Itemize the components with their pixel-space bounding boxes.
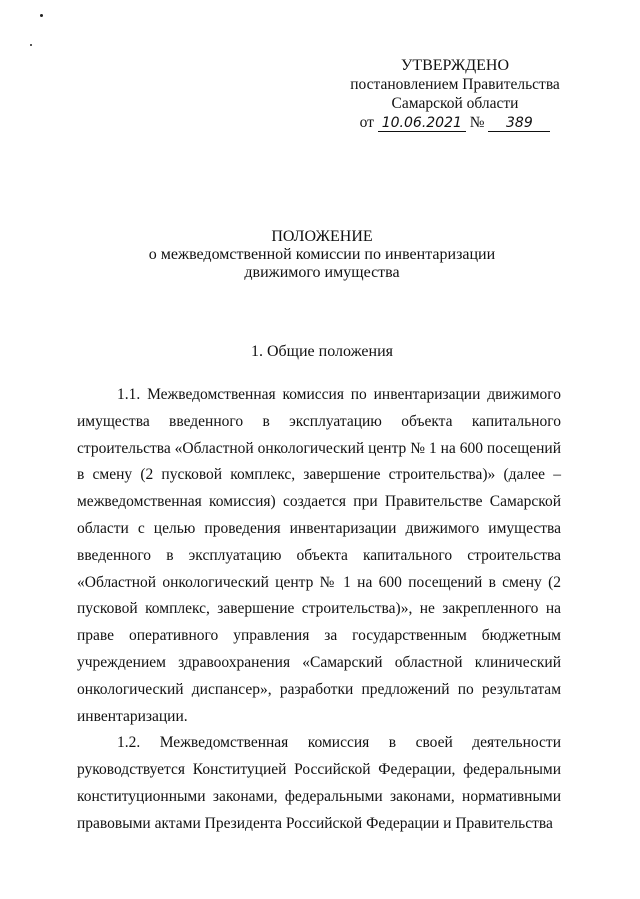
approval-heading: УТВЕРЖДЕНО — [400, 57, 509, 74]
document-subtitle-2: движимого имущества — [244, 264, 400, 281]
approval-number: 389 — [488, 116, 550, 132]
from-label: от — [359, 114, 374, 131]
number-label: № — [469, 114, 485, 131]
approval-date: 10.06.2021 — [378, 116, 466, 132]
approval-line-1: постановлением Правительства — [350, 76, 560, 93]
approval-line-2: Самарской области — [391, 95, 519, 112]
document-title-block — [100, 228, 544, 282]
approval-stamp — [340, 56, 570, 132]
paragraph-1-1: 1.1. Межведомственная комиссия по инвентаризации движимого имущества введенного в эксплуатацию объекта капитального строительства «Областной онкологический центр № 1 на 600 посещений в смену (2 пусковой комплекс, завершение строительства)» (далее – межведомственная комиссия) создается при Правительстве Самарской области с целью проведения инвентаризации движимого имущества введенного в эксплуатацию объекта капитального строительства «Областной онкологический центр № 1 на 600 посещений в смену (2 пусковой комплекс, завершение строительства)», не закрепленного на праве оперативного управления за государственным бюджетным учреждением здравоохранения «Самарский областной клинический онкологический диспансер», разработки предложений по результатам инвентаризации. — [77, 386, 561, 725]
section-body — [77, 382, 561, 838]
section-heading: 1. Общие положения — [250, 343, 394, 360]
document-subtitle-1: о межведомственной комиссии по инвентаризации — [148, 246, 496, 263]
scan-speck — [30, 44, 32, 46]
document-title: ПОЛОЖЕНИЕ — [271, 228, 373, 245]
scan-speck — [40, 14, 43, 17]
approval-date-line — [340, 113, 570, 132]
paragraph-1-2: 1.2. Межведомственная комиссия в своей деятельности руководствуется Конституцией Российской Федерации, федеральными конституционными законами, федеральными законами, нормативными правовыми актами Президента Российской Федерации и Правительства — [77, 734, 561, 832]
